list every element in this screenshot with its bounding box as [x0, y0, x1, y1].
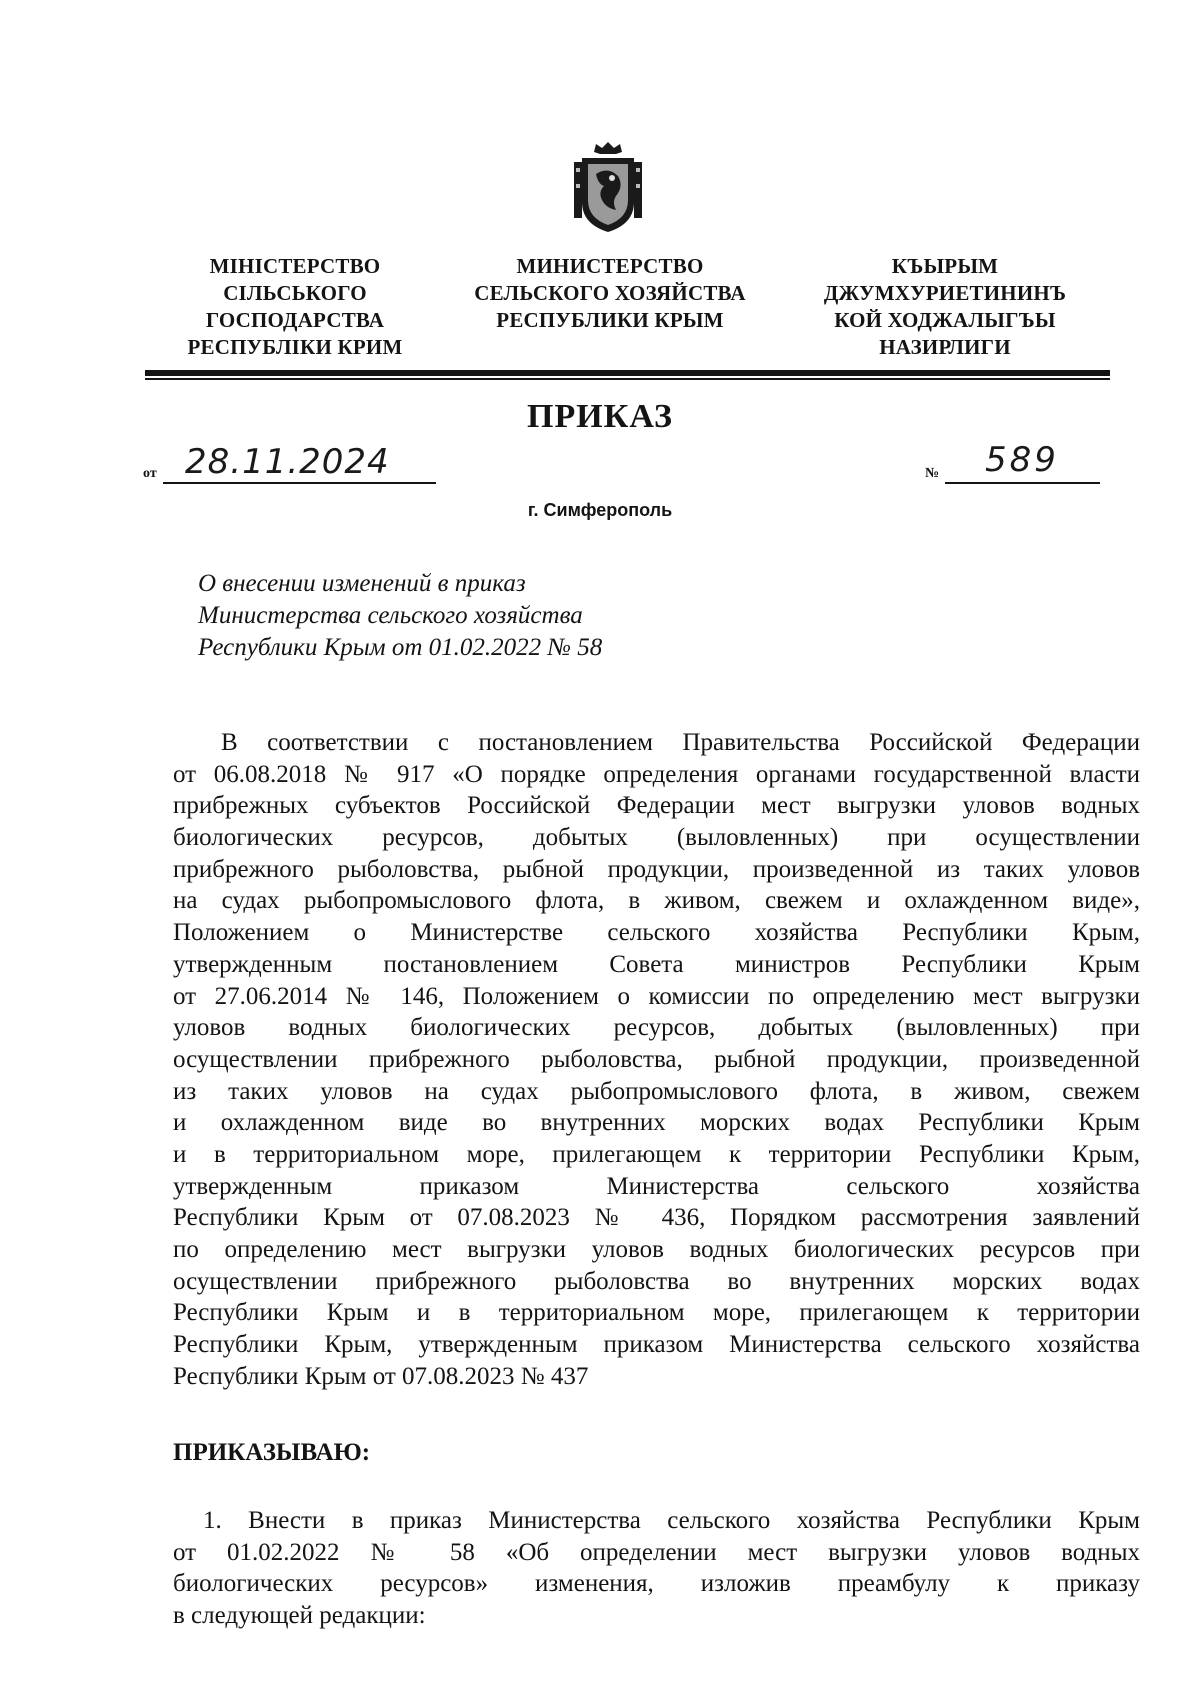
header-line: КОЙ ХОДЖАЛЫГЪЫ [834, 308, 1056, 332]
header-line: РЕСПУБЛІКИ КРИМ [187, 335, 403, 359]
header-line: МІНІСТЕРСТВО [209, 254, 381, 278]
paragraph-line: Республики Крым от 07.08.2023 № 436, Порядком рассмотрения заявлений [173, 1204, 1140, 1232]
header-line: СІЛЬСЬКОГО [223, 281, 367, 305]
subject-line: Республики Крым от 01.02.2022 № 58 [198, 634, 603, 661]
header-crimean-tatar-name [800, 253, 1090, 361]
header-line: НАЗИРЛИГИ [879, 335, 1011, 359]
handwritten-order-number: 589 [985, 440, 1059, 480]
header-line: КЪЫРЫМ [891, 254, 999, 278]
paragraph-line: осуществлении прибрежного рыболовства во внутренних морских водах [173, 1267, 1140, 1295]
date-prefix: от [143, 466, 157, 481]
paragraph-line: в следующей редакции: [173, 1602, 426, 1630]
paragraph-line: от 27.06.2014 № 146, Положением о комиссии по определению мест выгрузки [173, 982, 1140, 1010]
paragraph-line: и в территориальном море, прилегающем к территории Республики Крым, [173, 1140, 1140, 1168]
paragraph-line: уловов водных биологических ресурсов, добытых (выловленных) при [173, 1014, 1140, 1042]
header-line: СЕЛЬСКОГО ХОЗЯЙСТВА [474, 281, 746, 305]
preamble-paragraph [173, 727, 1140, 1392]
header-line: ГОСПОДАРСТВА [205, 308, 385, 332]
city-name: г. Симферополь [527, 500, 673, 520]
number-prefix: № [925, 466, 940, 481]
paragraph-line: от 06.08.2018 № 917 «О порядке определения органами государственной власти [173, 760, 1140, 788]
order-item-1 [173, 1505, 1140, 1632]
paragraph-line: биологических ресурсов, добытых (выловленных) при осуществлении [173, 824, 1140, 852]
paragraph-line: на судах рыбопромыслового флота, в живом, свежем и охлажденном виде», [173, 887, 1140, 915]
paragraph-line: из таких уловов на судах рыбопромыслового флота, в живом, свежем [173, 1077, 1140, 1105]
subject-line: Министерства сельского хозяйства [198, 602, 583, 629]
paragraph-line: прибрежного рыболовства, рыбной продукции, произведенной из таких уловов [173, 855, 1140, 883]
header-divider-thin [145, 378, 1110, 380]
date-underline [163, 482, 436, 484]
subject-line: О внесении изменений в приказ [198, 570, 526, 597]
paragraph-line: по определению мест выгрузки уловов водных биологических ресурсов при [173, 1236, 1140, 1263]
header-line: РЕСПУБЛИКИ КРЫМ [496, 308, 724, 332]
paragraph-line: В соответствии с постановлением Правительства Российской Федерации [221, 729, 1140, 756]
paragraph-line: от 01.02.2022 № 58 «Об определении мест выгрузки уловов водных [173, 1538, 1140, 1566]
handwritten-date: 28.11.2024 [185, 442, 390, 482]
paragraph-line: Республики Крым и в территориальном море, прилегающем к территории [173, 1299, 1140, 1327]
header-ukrainian-name [170, 253, 420, 361]
paragraph-line: биологических ресурсов» изменения, изложив преамбулу к приказу [173, 1570, 1140, 1598]
header-line: МИНИСТЕРСТВО [516, 254, 704, 278]
header-russian-name [455, 253, 765, 334]
paragraph-line: осуществлении прибрежного рыболовства, рыбной продукции, произведенной [173, 1045, 1140, 1073]
paragraph-line: прибрежных субъектов Российской Федерации мест выгрузки уловов водных [173, 792, 1140, 820]
order-heading: ПРИКАЗЫВАЮ: [173, 1439, 371, 1466]
document-title: ПРИКАЗ [527, 398, 673, 435]
paragraph-line: Республики Крым от 07.08.2023 № 437 [173, 1362, 589, 1390]
coat-of-arms-emblem [572, 140, 644, 234]
paragraph-line: Положением о Министерстве сельского хозяйства Республики Крым, [173, 919, 1140, 947]
paragraph-line: Республики Крым, утвержденным приказом Министерства сельского хозяйства [173, 1331, 1140, 1359]
paragraph-line: 1. Внести в приказ Министерства сельского хозяйства Республики Крым [203, 1507, 1140, 1534]
paragraph-line: утвержденным постановлением Совета министров Республики Крым [173, 950, 1140, 978]
header-line: ДЖУМХУРИЕТИНИНЪ [823, 281, 1067, 305]
paragraph-line: и охлажденном виде во внутренних морских водах Республики Крым [173, 1109, 1140, 1137]
order-subject [198, 568, 602, 664]
header-divider-thick [145, 370, 1110, 376]
number-underline [945, 482, 1100, 484]
paragraph-line: утвержденным приказом Министерства сельского хозяйства [173, 1172, 1140, 1200]
